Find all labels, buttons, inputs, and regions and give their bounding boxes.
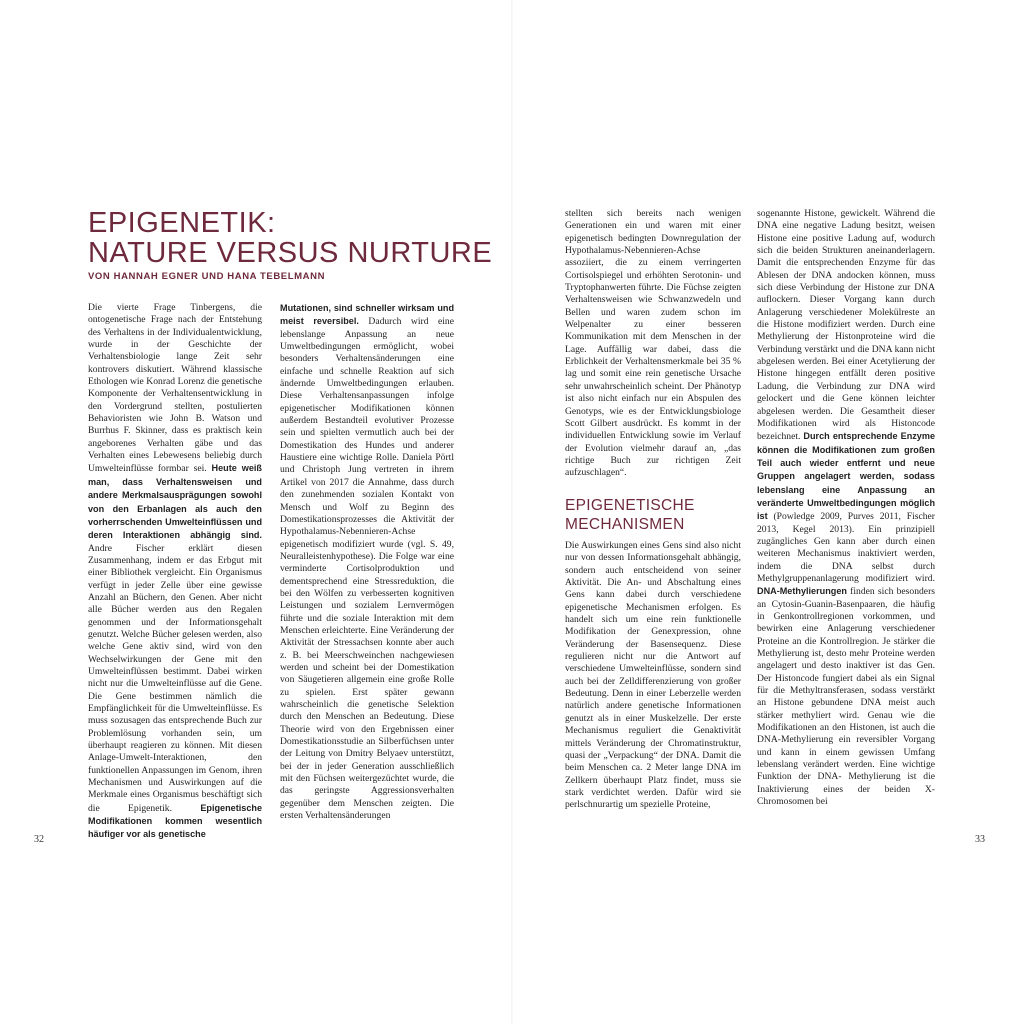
column-paragraph (565, 208, 741, 480)
text-run: Die Auswirkungen eines Gens sind also nicht nur von dessen Informationsgehalt abhängig, sondern auch entscheidend von seiner Aktivität. Die An- und Abschaltung eines Gens kann dabei durch verschiedene epigenetische Mechanismen erfolgen. Es handelt sich um eine rein funktionelle Modifikation der Genexpression, ohne Veränderung der Basensequenz. Diese regulieren nicht nur die Antwort auf verschiedene Umwelteinflüsse, sondern sind auch bei der Zelldifferenzierung von großer Bedeutung. Denn in einer Leberzelle werden natürlich andere genetische Informationen genutzt als in einer Muskelzelle. Der erste Mechanismus reguliert die Genaktivität mittels Veränderung der Chromatinstruktur, quasi der „Verpackung“ der DNA. Damit die beim Menschen ca. 2 Meter lange DNA im Zellkern überhaupt Platz findet, muss sie stark verdichtet werden. Dafür wird sie perlschnurartig um spezielle Proteine, (565, 540, 741, 811)
bold-text-run: Epigenetische Modifikationen kommen wesentlich häufiger vor als genetische (88, 802, 262, 840)
page-number-left: 32 (34, 834, 44, 845)
article-title (88, 208, 508, 268)
bold-text-run: Heute weiß man, dass Verhaltensweisen und andere Merkmalsausprägungen sowohl von den Erbanlagen als auch den vorherrschenden Umwelteinflüssen und deren Interaktionen abhängig sind. (88, 463, 262, 541)
text-column-3-continued (565, 540, 741, 822)
column-paragraph (757, 208, 935, 809)
bold-text-run: Mutationen, sind schneller wirksam und meist reversibel. (280, 303, 454, 327)
section-heading-line-2: MECHANISMEN (565, 516, 685, 533)
text-column-3 (565, 208, 741, 479)
text-column-4 (757, 208, 935, 822)
column-paragraph (565, 540, 741, 812)
article-title-line-2: NATURE VERSUS NURTURE (88, 237, 493, 269)
text-run: sogenannte Histone, gewickelt. Während die DNA eine negative Ladung besitzt, weisen Histone eine positive Ladung auf, wodurch sich die beiden Strukturen aneinanderlagern. Damit die entsprechenden Enzyme für das Ablesen der DNA andocken können, muss sich diese Verbindung der Histone zur DNA auflockern. Dieser Vorgang kann durch Anlagerung verschiedener Molekülreste an die Histone modifiziert werden. Durch eine Methylierung der Histonproteine wird die Verbindung verstärkt und die DNA kann nicht abgelesen werden. Bei einer Acetylierung der Histone hingegen entfällt deren positive Ladung, die Verbindung zur DNA wird gelockert und die Gene können leichter abgelesen werden. Die Gesamtheit dieser Modifikationen wird als Histoncode bezeichnet. (757, 208, 935, 443)
text-run: Andre Fischer erklärt diesen Zusammenhang, indem er das Erbgut mit einer Bibliothek vergleicht. Ein Organismus verfügt in jeder Zelle über eine gewisse Anzahl an Büchern, den Genen. Aber nicht alle Bücher werden aus den Regalen genommen und der Informationsgehalt genutzt. Welche Bücher gelesen werden, also welche Gene aktiv sind, wird von den Wechselwirkungen der Gene mit den Umwelteinflüssen bestimmt. Dabei wirken nicht nur die Umwelteinflüsse auf die Gene. Die Gene bestimmen nämlich die Empfänglichkeit für die Umwelteinflüsse. Es muss sozusagen das entsprechende Buch zur Problemlösung vorhanden sein, um überhaupt reagieren zu können. Mit diesen Anlage-Umwelt-Interaktionen, den funktionellen Anpassungen im Genom, ihren Mechanismen und Auswirkungen auf die Merkmale eines Organismus beschäftigt sich die Epigenetik. (88, 542, 262, 814)
text-run: Dadurch wird eine lebenslange Anpassung an neue Umweltbedingungen ermöglicht, wobei besonders Verhaltensänderungen eine einfache und schnelle Reaktion auf sich ändernde Umweltbedingungen erlauben. Diese Verhaltensanpassungen infolge epigenetischer Modifikationen können außerdem Bestandteil evolutiver Prozesse sein und spielten vermutlich auch bei der Domestikation des Hundes und anderer Haustiere eine wichtige Rolle. Daniela Pörtl und Christoph Jung vertreten in ihrem Artikel von 2017 die Annahme, dass durch den zunehmenden sozialen Kontakt von Mensch und Wolf zu Beginn des Domestikationsprozesses die Aktivität der Hypothalamus-Nebennieren-Achse epigenetisch modifiziert wurde (vgl. S. 49, Neuralleistenhypothese). Die Folge war eine verminderte Cortisolproduktion und dementsprechend eine Stressreduktion, die bei den Wölfen zu verbesserten kognitiven Leistungen und sozialem Lernvermögen führte und die soziale Interaktion mit dem Menschen erleichterte. Eine Veränderung der Aktivität der Stressachsen konnte aber auch z. B. bei Meerschweinchen nachgewiesen werden und scheint bei der Domestikation von Säugetieren allgemein eine große Rolle zu spielen. Erst später gewann wahrscheinlich die genetische Selektion durch den Menschen an Bedeutung. Diese Theorie wird von den Ergebnissen einer Domestikationsstudie an Silberfüchsen unter der Leitung von Dmitry Belyaev unterstützt, bei der in jeder Generation ausschließlich mit den Füchsen weitergezüchtet wurde, die das geringste Aggressionsverhalten gegenüber dem Menschen zeigten. Die ersten Verhaltensänderungen (280, 316, 454, 822)
article-byline: VON HANNAH EGNER UND HANA TEBELMANN (88, 271, 326, 282)
section-heading-line-1: EPIGENETISCHE (565, 497, 695, 514)
text-run: finden sich besonders an Cytosin-Guanin-Basenpaaren, die häufig in Genkontrollregionen vorkommen, und bewirken eine Anlagerung verschiedener Proteine an die Kontrollregion. Je stärker die Methylierung ist, desto mehr Proteine werden angelagert und desto inaktiver ist das Gen. Der Histoncode fungiert dabei als ein Signal für die Methyltransferasen, sodass verstärkt an Histone gebundene DNA meist auch stärker methyliert wird. Genau wie die Modifikationen an den Histonen, ist auch die DNA-Methylierung ein reversibler Vorgang und kann in einem gewissen Umfang lebenslang verändert werden. Eine wichtige Funktion der DNA- Methylierung ist die Inaktivierung eines der beiden X-Chromosomen bei (757, 586, 935, 808)
text-column-2 (280, 302, 454, 822)
bold-text-run: Durch entsprechende Enzyme können die Modifikationen zum großen Teil auch wieder entfernt und neue Gruppen angelagert werden, sodass lebenslang eine Anpassung an veränderte Umweltbedingungen möglich ist (757, 431, 936, 522)
column-paragraph (280, 302, 454, 822)
text-run: Die vierte Frage Tinbergens, die ontogenetische Frage nach der Entstehung des Verhaltens in der Individualentwicklung, wurde in der Geschichte der Verhaltensbiologie lange Zeit sehr kontrovers diskutiert. Während klassische Ethologen wie Konrad Lorenz die genetische Komponente der Verhaltensentwicklung in den Vordergrund stellten, postulierten Behavioristen wie John B. Watson und Burrhus F. Skinner, dass es praktisch kein angeborenes Verhalten gäbe und das Verhalten eines Lebewesens beliebig durch Umwelteinflüsse formbar sei. (88, 302, 262, 475)
text-run: (Powledge 2009, Purves 2011, Fischer 2013, Kegel 2013). Ein prinzipiell zugängliches Gen kann aber durch einen weiteren Mechanismus inaktiviert werden, indem die DNA selbst durch Methylgruppenanlagerung modifiziert wird. (757, 511, 935, 584)
text-run: stellten sich bereits nach wenigen Generationen ein und waren mit einer epigenetisch bedingten Downregulation der Hypothalamus-Nebennieren-Achse assoziiert, die zu einem verringerten Cortisolspiegel und erhöhten Serotonin- und Tryptophanwerten führte. Die Füchse zeigten Verhaltensweisen wie Schwanzwedeln und Bellen und waren zudem schon im Welpenalter zu einer besseren Kommunikation mit dem Menschen in der Lage. Auffällig war dabei, dass die Erblichkeit der Verhaltensmerkmale bei 35 % lag und somit eine rein genetische Ursache sehr unwahrscheinlich scheint. Der Phänotyp ist also nicht einfach nur ein Abspulen des Genotyps, wie es der Entwicklungsbiologe Scott Gilbert ausdrückt. Es kommt in der individuellen Entwicklung sowie im Verlauf der Evolution vielmehr darauf an, „das richtige Buch zur richtigen Zeit aufzuschlagen“. (565, 208, 741, 479)
text-column-1 (88, 302, 262, 840)
section-heading (565, 496, 745, 534)
column-paragraph (88, 302, 262, 842)
page-number-right: 33 (975, 834, 985, 845)
article-title-line-1: EPIGENETIK: (88, 207, 276, 239)
bold-text-run: DNA-Methylierungen (757, 586, 847, 597)
